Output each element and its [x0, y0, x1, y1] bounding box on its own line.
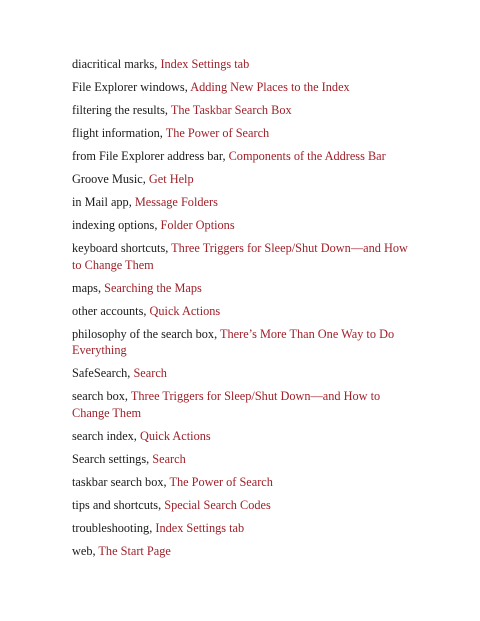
- index-entry: [72, 543, 420, 560]
- index-term: search index,: [72, 428, 137, 443]
- index-link[interactable]: Three Triggers for Sleep/Shut Down—and How to Change Them: [72, 241, 408, 272]
- index-link[interactable]: Components of the Address Bar: [228, 149, 386, 163]
- index-link[interactable]: The Power of Search: [169, 474, 273, 489]
- index-term: philosophy of the search box,: [72, 326, 218, 341]
- index-term: Search settings,: [72, 451, 150, 466]
- index-link[interactable]: Searching the Maps: [104, 280, 202, 295]
- index-entry: [72, 217, 420, 234]
- index-term: other accounts,: [72, 303, 147, 318]
- index-link[interactable]: Get Help: [148, 172, 194, 186]
- index-link[interactable]: Adding New Places to the Index: [190, 80, 350, 94]
- index-term: taskbar search box,: [72, 474, 167, 489]
- index-term: Groove Music,: [72, 172, 146, 186]
- index-entry: [72, 280, 420, 297]
- index-entry: [72, 474, 420, 491]
- index-term: keyboard shortcuts,: [72, 241, 169, 255]
- index-link[interactable]: There’s More Than One Way to Do Everything: [72, 326, 395, 357]
- index-entry: [72, 171, 420, 188]
- index-term: filtering the results,: [72, 103, 168, 117]
- index-link[interactable]: Special Search Codes: [164, 497, 271, 512]
- index-term: troubleshooting,: [72, 520, 153, 535]
- index-entry: [72, 326, 420, 359]
- index-link[interactable]: Folder Options: [160, 218, 235, 232]
- index-link[interactable]: Quick Actions: [139, 428, 211, 443]
- index-entry: [72, 428, 420, 445]
- index-entry: [72, 56, 420, 73]
- index-entry: [72, 79, 420, 96]
- index-link[interactable]: Message Folders: [134, 195, 218, 209]
- index-entry: [72, 194, 420, 211]
- index-term: flight information,: [72, 126, 163, 140]
- index-link[interactable]: Index Settings tab: [160, 57, 250, 71]
- index-link[interactable]: The Taskbar Search Box: [170, 103, 292, 117]
- index-link[interactable]: The Start Page: [98, 543, 171, 558]
- index-link[interactable]: The Power of Search: [165, 126, 270, 140]
- index-term: web,: [72, 543, 96, 558]
- index-link[interactable]: Index Settings tab: [155, 520, 245, 535]
- index-link[interactable]: Search: [152, 451, 186, 466]
- index-term: diacritical marks,: [72, 57, 158, 71]
- index-link[interactable]: Three Triggers for Sleep/Shut Down—and How to Change Them: [72, 389, 381, 420]
- index-link[interactable]: Search: [133, 366, 167, 380]
- index-term: from File Explorer address bar,: [72, 149, 226, 163]
- index-entry: [72, 497, 420, 514]
- index-entry: [72, 102, 420, 119]
- index-term: tips and shortcuts,: [72, 497, 162, 512]
- index-entry: [72, 451, 420, 468]
- index-entry: [72, 148, 420, 165]
- index-term: File Explorer windows,: [72, 80, 188, 94]
- index-link[interactable]: Quick Actions: [149, 303, 221, 318]
- index-entry: [72, 125, 420, 142]
- index-entry: [72, 365, 420, 382]
- index-term: SafeSearch,: [72, 366, 131, 380]
- index-term: indexing options,: [72, 218, 158, 232]
- index-term: in Mail app,: [72, 195, 132, 209]
- index-entry: [72, 388, 420, 421]
- index-entry: [72, 303, 420, 320]
- index-term: maps,: [72, 280, 102, 295]
- index-entry: [72, 520, 420, 537]
- index-term: search box,: [72, 389, 128, 403]
- index-entry: [72, 240, 420, 273]
